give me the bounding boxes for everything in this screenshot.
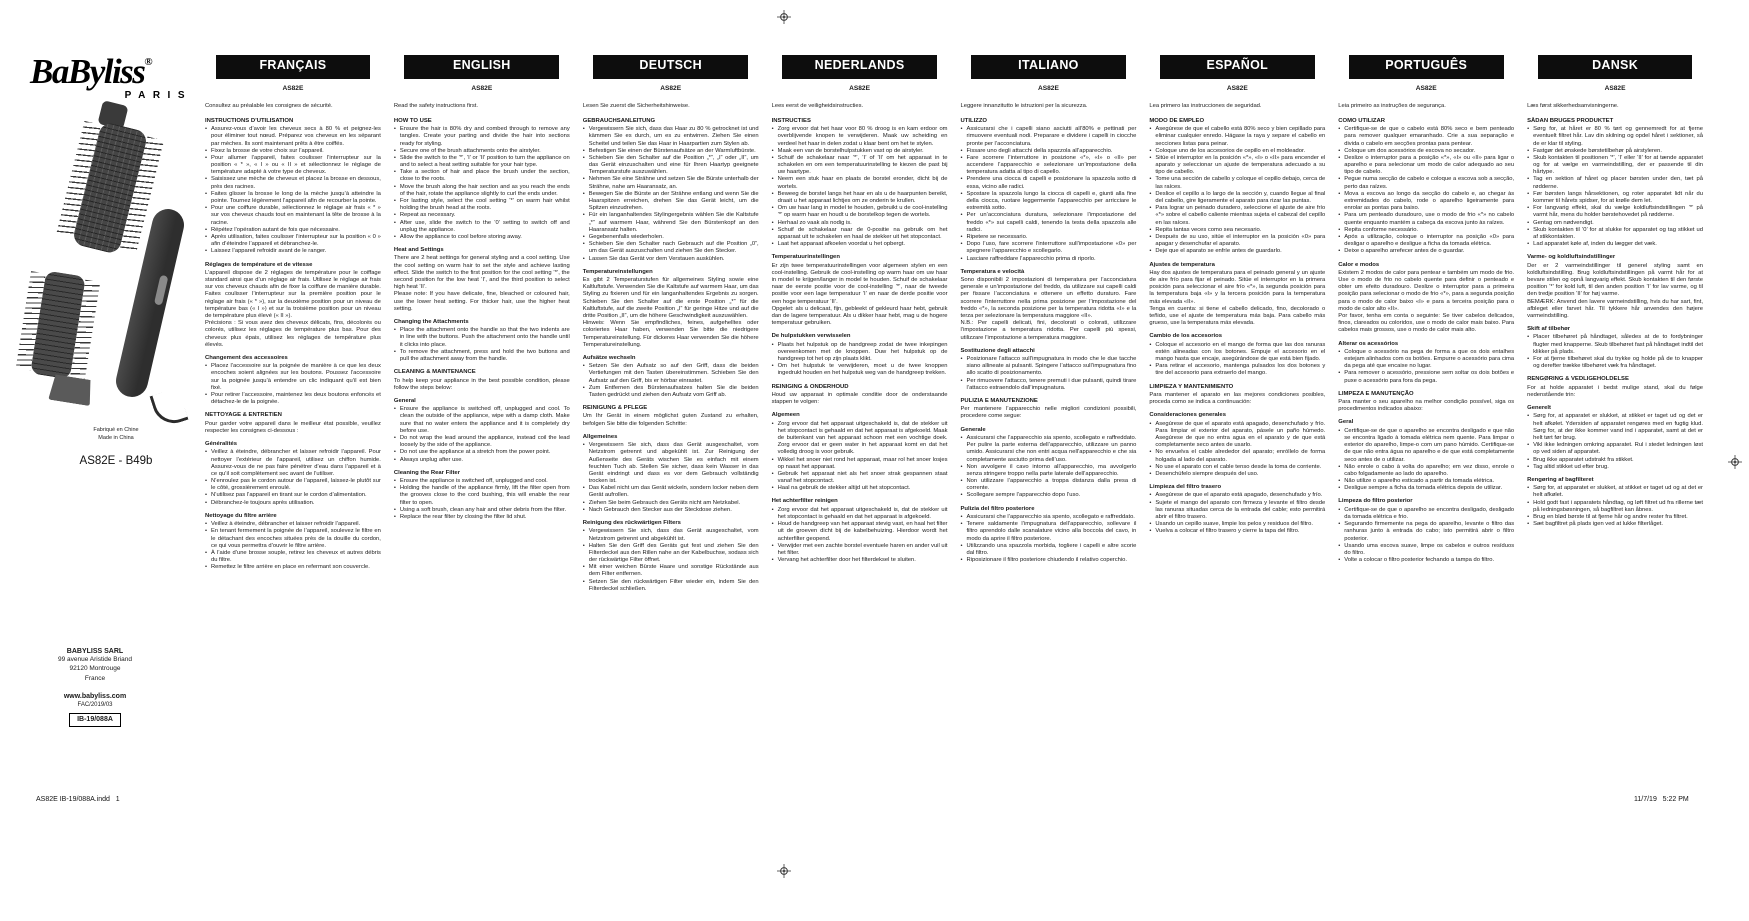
body-paragraph: For at holde apparatet i bedst mulige stand, skal du følge nedenstående trin: — [1527, 384, 1703, 398]
bullet-item: • Volte a colocar o filtro posterior fechando a tampa do filtro. — [1338, 557, 1514, 564]
bullet-item: • Dopo l’uso, fare scorrere l’interruttore sull’impostazione «0» per spegnere l’apparecchio e scollegarlo. — [961, 241, 1137, 255]
lead-text: Consultez au préalable les consignes de sécurité. — [205, 102, 333, 109]
bullet-item: • Desligue sempre a ficha da tomada elétrica depois de utilizar. — [1338, 485, 1514, 492]
section-heading: Skift af tilbehør — [1527, 326, 1570, 333]
bullet-item: • No envuelva el cable alrededor del aparato; enróllelo de forma holgada al lado del aparato. — [1149, 449, 1325, 463]
bullet-item: • Das Kabel nicht um das Gerät wickeln, sondern locker neben dem Gerät aufrollen. — [583, 485, 759, 499]
bullet-item: • Skub kontakten til ‘0’ for at slukke for apparatet og tag stikket ud af stikkontakten. — [1527, 227, 1703, 241]
language-header-bar: ESPAÑOL — [1160, 55, 1315, 79]
bullet-item: • Veillez à éteindre, débrancher et laisser refroidir l’appareil. — [205, 521, 381, 528]
bullet-item: • Não enrole o cabo à volta do aparelho; em vez disso, enrole o cabo folgadamente ao lado do aparelho. — [1338, 464, 1514, 478]
bullet-item: • Coloque uno de los accesorios de cepillo en el moldeador. — [1149, 148, 1325, 155]
bullet-item: • Sørg for, at apparatet er slukket, at stikket er taget ud og det er helt afkølet. Ydersiden af apparatet rengøres med en fugtig klud. Sørg for, at der ikke kommer vand ind i apparatet, samt at det er helt tørt før brug. — [1527, 413, 1703, 442]
section-heading: Het achterfilter reinigen — [771, 498, 838, 505]
section-heading: UTILIZZO — [960, 117, 988, 124]
bullet-item: • Placez l’accessoire sur la poignée de manière à ce que les deux encoches soient alignées sur les boutons. Poussez l’accessoire sur la poignée jusqu’à entendre un clic indiquant qu’il est bien fixé. — [205, 363, 381, 392]
section-heading: Pulizia del filtro posteriore — [960, 505, 1035, 512]
slug-timestamp: 11/7/19 5:22 PM — [1634, 796, 1689, 803]
bullet-item: • N’enroulez pas le cordon autour de l’appareil, laissez-le plutôt sur le côté, grossièrement enroulé. — [205, 478, 381, 492]
lead-text: Læs først sikkerhedsanvisningerne. — [1527, 102, 1619, 109]
bullet-item: • Zorg ervoor dat het apparaat uitgeschakeld is, dat de stekker uit het stopcontact is gehaald en dat het apparaat is afgekoeld. — [772, 507, 948, 521]
section-heading: INSTRUCTIES — [771, 117, 811, 124]
bullet-item: • Ziehen Sie beim Gebrauch des Geräts nicht am Netzkabel. — [583, 500, 759, 507]
bullet-item: • Asegúrese de que el cabello está 80% seco y bien cepillado para eliminar cualquier enredo. Hágase la raya y separe el cabello en secciones listas para peinar. — [1149, 126, 1325, 148]
section-heading: Rengøring af bagfilteret — [1527, 476, 1594, 483]
lead-text: Lesen Sie zuerst die Sicherheitshinweise. — [582, 102, 690, 109]
bullet-item: • À l’aide d’une brosse souple, retirez les cheveux et autres débris du filtre. — [205, 550, 381, 564]
section-heading: Alterar os acessórios — [1338, 340, 1399, 347]
bullet-item: • Usando uma escova suave, limpe os cabelos e outros resíduos do filtro. — [1338, 543, 1514, 557]
section-heading: CLEANING & MAINTENANCE — [393, 369, 476, 376]
model-number: AS82E — [1226, 84, 1248, 92]
section-heading: INSTRUCTIONS D’UTILISATION — [205, 117, 294, 124]
bullet-item: • Fastgør det ønskede børstetilbehør på airstyleren. — [1527, 148, 1703, 155]
bullet-item: • Houd de handgreep van het apparaat stevig vast, en haal het filter uit de groeven dicht bij de kabelbehuizing. Hierdoor wordt het achterfilter geopend. — [772, 521, 948, 543]
section-heading: Algemeen — [771, 412, 800, 419]
slug-filename: AS82E IB-19/088A.indd 1 — [36, 796, 120, 803]
bullet-item: • Nehmen Sie eine Strähne und setzen Sie die Bürste unterhalb der Strähne, nahe am Haaransatz, an. — [583, 176, 759, 190]
registration-mark-right-icon — [1728, 455, 1742, 469]
section-heading: General — [393, 397, 416, 404]
bullet-item: • Deslice el cepillo a lo largo de la sección y, cuando llegue al final del cabello, gire ligeramente el aparato para rizar las puntas. — [1149, 191, 1325, 205]
bullet-item: • Für ein langanhaltendes Stylingergebnis wählen Sie die Kaltstufe „*“ auf warmem Haar, während Sie den Bürstenkopf an den Haaransatz halten. — [583, 212, 759, 234]
bullet-item: • Pour une coiffure durable, sélectionnez le réglage air frais « * » sur vos cheveux chauds tout en maintenant la tête de brosse à la racine. — [205, 205, 381, 227]
bullet-item: • Vergewissern Sie sich, dass das Haar zu 80 % getrocknet ist und kämmen Sie es durch, um es zu entwirren. Ziehen Sie einen Scheitel und teilen Sie das Haar in Haarpartien zum Stylen ab. — [583, 126, 759, 148]
bullet-item: • For lasting style, select the cool setting ‘*’ on warm hair whilst holding the brush head at the roots. — [394, 198, 570, 212]
language-header-bar: NEDERLANDS — [782, 55, 937, 79]
bullet-item: • Assurez-vous d’avoir les cheveux secs à 80 % et peignez-les pour éliminer tout nœud. Préparez vos cheveux en les séparant par mèches. Ils sont maintenant prêts à être coiffés. — [205, 126, 381, 148]
bullet-item: • Halten Sie den Griff des Geräts gut fest und ziehen Sie den Filterdeckel aus den Rillen nahe an der Kabelbuchse, sodass sich der rückwärtige Filter öffnet. — [583, 543, 759, 565]
made-in-lines — [30, 426, 202, 443]
language-column — [1149, 55, 1325, 536]
language-column — [394, 55, 570, 521]
bullet-item: • Tenere saldamente l’impugnatura dell’apparecchio, sollevare il filtro aprendolo dalle scanalature vicino alla boccola del cavo, in modo da aprire il filtro posteriore. — [961, 521, 1137, 543]
bullet-item: • Para remover o acessório, pressione sem soltar os dois botões e puxe o acessório para fora da pega. — [1338, 370, 1514, 384]
bullet-item: • Zorg ervoor dat het haar voor 80 % droog is en kam erdoor om overblijvende knopen te verwijderen. Maak uw scheiding en verdeel het haar in delen zodat u klaar bent om het te stylen. — [772, 126, 948, 148]
bullet-item: • Secure one of the brush attachments onto the airstyler. — [394, 148, 570, 155]
section-heading: NETTOYAGE & ENTRETIEN — [205, 412, 282, 419]
bullet-item: • Placer tilbehøret på håndtaget, således at de to fordybninger flugter med knapperne. Skub tilbehøret fast på håndtaget indtil det klikker på plads. — [1527, 334, 1703, 356]
bullet-item: • Después de su uso, sitúe el interruptor en la posición «0» para apagar y desenchufar el aparato. — [1149, 234, 1325, 248]
bullet-item: • Før børsten langs hårsektionen, og roter apparatet lidt når du kommer til hårets spidser, for at krølle dem let. — [1527, 191, 1703, 205]
body-paragraph: Pour garder votre appareil dans le meilleur état possible, veuillez respecter les consignes ci-dessous : — [205, 420, 381, 434]
body-paragraph: Tenga en cuenta: si tiene el cabello delicado, fino, decolorado o teñido, use el ajuste de temperatura más baja. Para cabello más grueso, use la temperatura más elevada. — [1149, 305, 1326, 327]
bullet-item: • Ensure the appliance is switched off, unplugged and cool. To clean the outside of the appliance, wipe with a damp cloth. Make sure that no water enters the appliance and it is completely dry before use. — [394, 406, 570, 435]
section-heading: Generale — [960, 426, 986, 433]
bullet-item: • Após a utilização, coloque o interruptor na posição «0» para desligar o aparelho e desligue a ficha da tomada elétrica. — [1338, 234, 1514, 248]
model-number: AS82E — [471, 84, 493, 92]
bullet-item: • Laat het apparaat afkoelen voordat u het opbergt. — [772, 241, 948, 248]
address-line: 92120 Montrouge — [69, 665, 121, 673]
bullet-item: • For at fjerne tilbehøret skal du trykke og holde på de to knapper og derefter trække tilbehøret væk fra håndtaget. — [1527, 356, 1703, 370]
body-paragraph: Per mantenere l’apparecchio nelle migliori condizioni possibili, procedere come segue: — [960, 406, 1137, 420]
bullet-item: • Schuif de schakelaar naar de 0-positie na gebruik om het apparaat uit te schakelen en haal de stekker uit het stopcontact. — [772, 227, 948, 241]
section-heading: Nettoyage du filtre arrière — [205, 512, 277, 519]
bullet-item: • Neem een stuk haar en plaats de borstel eronder, dicht bij de wortels. — [772, 176, 948, 190]
brand-logo — [30, 52, 202, 92]
language-column — [772, 55, 948, 564]
section-heading: PULIZIA E MANUTENZIONE — [960, 397, 1038, 404]
body-paragraph: N.B.: Per capelli delicati, fini, decolorati o colorati, utilizzare l’impostazione a temperatura ridotta. Per capelli più spessi, utilizzare l’impostazione a temperatura maggiore. — [960, 320, 1137, 341]
body-paragraph: Opgelet: als u delicaat, fijn, gebleekt of gekleurd haar hebt, gebruik dan de lagere temperatuur. Als u dikker haar hebt, mag u de hogere temperatuur gebruiken. — [771, 305, 948, 327]
power-cord — [149, 387, 188, 429]
body-paragraph: There are 2 heat settings for general styling and a cool setting. Use the cool setting on warm hair to set the style and achieve lasting effect. Slide the switch to the first position for the cool setting ‘*’, the second position for the low heat ‘I’, and the third position to select high heat ‘II’. — [393, 255, 570, 291]
body-paragraph: Por favor, tenha em conta o seguinte: Se tiver cabelos delicados, finos, clareados ou coloridos, use o modo de calor mais baixo. Para cabelos mais grossos, use o modo de calor mais alto. — [1338, 312, 1515, 334]
bullet-item: • Vuelva a colocar el filtro trasero y cierre la tapa del filtro. — [1149, 528, 1325, 535]
bullet-item: • Certifique-se de que o aparelho se encontra desligado e que não se encontra ligado à tomada elétrica nem quente. Para limpar o exterior do aparelho, limpe-o com um pano húmido. Certifique-se de que não entra água no aparelho e de que está completamente seco antes de o utilizar. — [1338, 428, 1514, 464]
model-number: AS82E — [1604, 84, 1626, 92]
model-number: AS82E — [282, 84, 304, 92]
bullet-item: • Brug ikke apparatet udstrakt fra stikket. — [1527, 457, 1703, 464]
section-heading: Cleaning the Rear Filter — [393, 469, 460, 476]
brand-paris: PARIS — [124, 90, 192, 101]
language-header-bar: ITALIANO — [971, 55, 1126, 79]
bullet-item: • Deslize o interruptor para a posição «*», «I» ou «II» para ligar o aparelho e para selecionar um modo de calor adequado ao seu tipo de cabelo. — [1338, 155, 1514, 177]
bullet-item: • Schieben Sie den Schalter nach Gebrauch auf die Position „0“, um das Gerät auszuschalten und ziehen Sie den Stecker. — [583, 241, 759, 255]
bullet-item: • Sujete el mango del aparato con firmeza y levante el filtro desde las ranuras situadas cerca de la entrada del cable; esto permitirá abrir el filtro trasero. — [1149, 500, 1325, 522]
bullet-item: • Prendere una ciocca di capelli e posizionare la spazzola sotto di essa, vicino alle radici. — [961, 176, 1137, 190]
company-address — [20, 648, 170, 727]
language-column — [961, 55, 1137, 564]
language-column — [205, 55, 381, 571]
body-paragraph: Para mantener el aparato en las mejores condiciones posibles, proceda como se indica a continuación: — [1149, 391, 1326, 406]
section-heading: Temperatura e velocità — [960, 268, 1025, 275]
bullet-item: • Não utilize o aparelho esticado a partir da tomada elétrica. — [1338, 478, 1514, 485]
bullet-item: • Setzen Sie den Aufsatz so auf den Griff, dass die beiden Vertiefungen mit den Tasten übereinstimmen. Schieben Sie den Aufsatz auf den Griff, bis er hörbar einrastet. — [583, 363, 759, 385]
bullet-item: • Repeat as necessary. — [394, 212, 570, 219]
section-heading: Limpeza do filtro posterior — [1338, 498, 1413, 505]
body-paragraph: Para manter o seu aparelho na melhor condição possível, siga os procedimentos indicados abaixo: — [1338, 399, 1515, 413]
bullet-item: • Veillez à éteindre, débrancher et laisser refroidir l’appareil. Pour nettoyer l’extérieur de l’appareil, utilisez un chiffon humide. Assurez-vous de ne pas faire pénétrer d’eau dans l’appareil et à ce qu’il soit complètement sec avant de l’utiliser. — [205, 449, 381, 478]
bullet-item: • Tag altid stikket ud efter brug. — [1527, 464, 1703, 471]
bullet-item: • Place the attachment onto the handle so that the two indents are in line with the buttons. Push the attachment onto the handle until it clicks into place. — [394, 327, 570, 349]
body-paragraph: Sono disponibili 2 impostazioni di temperatura per l’acconciatura generale e un’impostazione del freddo, da utilizzare sui capelli caldi per fissare l’acconciatura e ottenere un effetto duraturo. Fare scorrere l’interruttore nella prima posizione per l’impostazione del freddo «*», la seconda posizione per la temperatura ridotta «I» e la terza per selezionare la temperatura maggiore «II». — [960, 277, 1137, 319]
bullet-item: • Zorg ervoor dat het apparaat uitgeschakeld is, dat de stekker uit het stopcontact is gehaald en dat het apparaat is afgekoeld. Maak de buitenkant van het apparaat schoon met een vochtige doek. Zorg ervoor dat er geen water in het apparaat komt en dat het volledig droog is voor gebruik. — [772, 421, 948, 457]
body-paragraph: Er zijn twee temperatuurinstellingen voor algemeen stylen en een cool-instelling. Gebruik de cool-instelling op warm haar om uw haar in model te krijgen/langer in model te houden. Schuif de schakelaar naar de eerste positie voor de cool-instelling ‘*’, naar de tweede positie voor een lage temperatuur ‘I’ en naar de derde positie voor een hoge temperatuur ‘II’. — [771, 262, 948, 305]
bullet-item: • For langvarig effekt, skal du vælge koldluftsindstillingen ‘*’ på varmt hår, mens du holder børstehovedet på rødderne. — [1527, 205, 1703, 219]
bullet-item: • Plaats het hulpstuk op de handgreep zodat de twee inkepingen overeenkomen met de knoppen. Duw het hulpstuk op de handgreep tot het op zijn plaats klikt. — [772, 342, 948, 364]
bullet-item: • Scollegare sempre l’apparecchio dopo l’uso. — [961, 492, 1137, 499]
company-name: BABYLISS SARL — [66, 648, 124, 655]
language-header-bar: FRANÇAIS — [216, 55, 371, 79]
section-heading: Réglages de température et de vitesse — [205, 261, 313, 268]
section-heading: MODO DE EMPLEO — [1149, 117, 1205, 124]
fac-code: FAC/2019/03 — [77, 702, 113, 709]
language-column — [1338, 55, 1514, 564]
bullet-item: • Sørg for, at håret er 80 % tørt og gennemredt for at fjerne eventuelt filtret hår. Lav din skilning og opdel håret i sektioner, så de er klar til styling. — [1527, 126, 1703, 148]
bullet-item: • Sørg for, at apparatet er slukket, at stikket er taget ud og at det er helt afkølet. — [1527, 485, 1703, 499]
bullet-item: • Repita tantas veces como sea necesario. — [1149, 227, 1325, 234]
registration-mark-bottom-icon — [777, 864, 791, 878]
section-heading: Consideraciones generales — [1149, 412, 1226, 419]
brand-name: BaByliss — [30, 52, 145, 91]
section-heading: Generelt — [1527, 405, 1552, 412]
bullet-item: • Vergewissern Sie sich, dass das Gerät ausgeschaltet, vom Netzstrom getrennt und abgekühlt ist. Zur Reinigung der Außenseite des Geräts wischen Sie es einfach mit einem feuchten Tuch ab. Stellen Sie sicher, dass kein Wasser in das Gerät eindringt und dass es vor dem Gebrauch vollständig trocken ist. — [583, 442, 759, 485]
lead-text: Read the safety instructions first. — [393, 102, 478, 109]
section-heading: Temperatureinstellungen — [582, 268, 653, 275]
bullet-item: • Vervang het achterfilter door het filterdeksel te sluiten. — [772, 557, 948, 564]
section-heading: Temperatuurinstellingen — [771, 254, 840, 261]
bullet-item: • Para lograr un peinado duradero, seleccione el ajuste de aire frío «*» sobre el cabello caliente mientras sujeta el cabezal del cepillo en las raíces. — [1149, 205, 1325, 227]
brush-attachment-collar — [48, 374, 94, 406]
bullet-item: • Spostare la spazzola lungo la ciocca di capelli e, giunti alla fine della ciocca, ruotare leggermente l’apparecchio per arricciare le estremità sotto. — [961, 191, 1137, 213]
bullet-item: • Riposizionare il filtro posteriore chiudendo il relativo coperchio. — [961, 557, 1137, 564]
registration-mark-top-icon — [777, 10, 791, 24]
bullet-item: • En tenant fermement la poignée de l’appareil, soulevez le filtre en le détachant des encoches situées près de la douille du cordon, ce qui vous permettra d’ouvrir le filtre arrière. — [205, 528, 381, 550]
bullet-item: • Repita conforme necessário. — [1338, 227, 1514, 234]
section-heading: Geral — [1338, 419, 1354, 426]
bullet-item: • Usando un cepillo suave, limpie los pelos y residuos del filtro. — [1149, 521, 1325, 528]
body-paragraph: To help keep your appliance in the best possible condition, please follow the steps below: — [393, 377, 570, 391]
bullet-item: • Deixe o aparelho arrefecer antes de o guardar. — [1338, 248, 1514, 255]
left-rail — [30, 52, 202, 467]
language-columns — [205, 55, 1703, 593]
language-header-bar: DANSK — [1538, 55, 1693, 79]
section-heading: LIMPEZA E MANUTENÇÃO — [1338, 390, 1414, 397]
bullet-item: • Zum Entfernen des Bürstenaufsatzes halten Sie die beiden Tasten gedrückt und ziehen den Aufsatz vom Griff ab. — [583, 385, 759, 399]
bullet-item: • Non utilizzare l’apparecchio a troppa distanza dalla presa di corrente. — [961, 478, 1137, 492]
body-paragraph: Houd uw apparaat in optimale conditie door de onderstaande stappen te volgen: — [771, 391, 948, 406]
bullet-item: • Skub kontakten til positionen ‘*’, ‘I’ eller ‘II’ for at tænde apparatet og for at vælge en varmeindstilling, der er passende til din hårtype. — [1527, 155, 1703, 177]
bullet-item: • Ripetere se necessario. — [961, 234, 1137, 241]
bullet-item: • Mova a escova ao longo da secção do cabelo e, ao chegar às extremidades do cabelo, rode o aparelho ligeiramente para enrolar as pontas para baixo. — [1338, 191, 1514, 213]
language-header-bar: DEUTSCH — [593, 55, 748, 79]
body-paragraph: Hinweis: Wenn Sie empfindliches, feines, aufgehelltes oder coloriertes Haar haben, verwenden Sie bitte die niedrigere Temperatureinstellung. Für dickeres Haar verwenden Sie die höhere Temperatureinstellung. — [582, 320, 759, 348]
bullet-item: • Per rimuovere l’attacco, tenere premuti i due pulsanti, quindi tirare l’attacco estraendolo dall’impugnatura. — [961, 378, 1137, 392]
bullet-item: • After use, slide the switch to the ‘0’ setting to switch off and unplug the appliance. — [394, 220, 570, 234]
section-heading: Limpieza del filtro trasero — [1149, 484, 1222, 491]
bullet-item: • Assicurarsi che i capelli siano asciutti all’80% e pettinati per rimuovere eventuali nodi. Preparare e dividere i capelli in ciocche pronte per l’acconciatura. — [961, 126, 1137, 148]
section-heading: Changing the Attachments — [393, 318, 469, 325]
product-model-caption: AS82E - B49b — [79, 454, 153, 467]
section-heading: Varme- og koldluftsindstillinger — [1527, 254, 1616, 261]
bullet-item: • Om het hulpstuk te verwijderen, moet u de twee knoppen ingedrukt houden en het hulpstuk weg van de handgreep trekken. — [772, 363, 948, 377]
bullet-item: • Pegue numa secção de cabelo e coloque a escova sob a secção, perto das raízes. — [1338, 176, 1514, 190]
lead-text: Lees eerst de veiligheidsinstructies. — [771, 102, 864, 109]
bullet-item: • Allow the appliance to cool before storing away. — [394, 234, 570, 241]
section-heading: HOW TO USE — [393, 117, 432, 124]
bullet-item: • Pour allumer l’appareil, faites coulisser l’interrupteur sur la position « * », « I » ou « II » et sélectionnez le réglage de température adapté à votre type de cheveux. — [205, 155, 381, 177]
bullet-item: • Vergewissern Sie sich, dass das Gerät ausgeschaltet, vom Netzstrom getrennt und abgekühlt ist. — [583, 528, 759, 542]
lead-text: Leia primeiro as instruções de segurança. — [1338, 102, 1446, 109]
bullet-item: • Gentag om nødvendigt. — [1527, 220, 1703, 227]
bullet-item: • Faites glisser la brosse le long de la mèche jusqu’à atteindre la pointe. Tournez légèrement l’appareil afin de recourber la pointe. — [205, 191, 381, 205]
bullet-item: • Certifique-se de que o cabelo está 80% seco e bem penteado para remover qualquer emaranhado. Crie a sua separação e divida o cabelo em secções prontas para pentear. — [1338, 126, 1514, 148]
bullet-item: • Asegúrese de que el aparato está apagado, desenchufado y frío. Para limpiar el exterior del aparato, pásele un paño húmedo. Asegúrese de que no entra agua en el aparato y de que está completamente seco antes de usarlo. — [1149, 421, 1325, 450]
body-paragraph: Existem 2 modos de calor para pentear e também um modo de frio. Use o modo de frio no cabelo quente para definir o penteado e obter um efeito duradouro. Deslize o interruptor para a primeira posição para selecionar o modo de frio «*», para a segunda posição para o modo de calor baixo «I» e para a terceira posição para o modo de calor alto «II». — [1338, 269, 1515, 312]
address-line: France — [84, 674, 106, 682]
bullet-item: • Wikkel het snoer niet rond het apparaat, maar rol het snoer losjes op naast het apparaat. — [772, 457, 948, 471]
body-paragraph: Um Ihr Gerät in einem möglichst guten Zustand zu erhalten, befolgen Sie bitte die folgenden Schritte: — [582, 413, 759, 427]
bullet-item: • Desenchúfelo siempre después del uso. — [1149, 471, 1325, 478]
language-header-bar: ENGLISH — [404, 55, 559, 79]
bullet-item: • No use el aparato con el cable tenso desde la toma de corriente. — [1149, 464, 1325, 471]
language-column — [1527, 55, 1703, 528]
bullet-item: • Remettez le filtre arrière en place en refermant son couvercle. — [205, 564, 381, 571]
brush-attachment-small — [30, 271, 86, 380]
address-line: 99 avenue Aristide Briand — [57, 656, 133, 663]
bullet-item: • Segurando firmemente na pega do aparelho, levante o filtro das ranhuras junto à entrada do cabo; isto permitirá abrir o filtro posterior. — [1338, 521, 1514, 543]
ib-code-box: IB-19/088A — [69, 713, 121, 727]
lead-text: Lea primero las instrucciones de seguridad. — [1149, 102, 1262, 109]
section-heading: LIMPIEZA Y MANTENIMIENTO — [1149, 383, 1234, 390]
bullet-item: • Para um penteado duradouro, use o modo de frio «*» no cabelo quente enquanto mantém a cabeça da escova junto às raízes. — [1338, 212, 1514, 226]
bullet-item: • Répétez l’opération autant de fois que nécessaire. — [205, 227, 381, 234]
body-paragraph: Please note: If you have delicate, fine, bleached or coloured hair, use the lower heat setting. For thicker hair, use the higher heat setting. — [393, 291, 570, 312]
bullet-item: • Nach Gebrauch den Stecker aus der Steckdose ziehen. — [583, 507, 759, 514]
bullet-item: • Move the brush along the hair section and as you reach the ends of the hair, rotate the appliance slightly to curl the ends under. — [394, 184, 570, 198]
bullet-item: • Fixez la brosse de votre choix sur l’appareil. — [205, 148, 381, 155]
bullet-item: • Laissez l’appareil refroidir avant de le ranger. — [205, 248, 381, 255]
bullet-item: • Lad apparatet køle af, inden du lægger det væk. — [1527, 241, 1703, 248]
bullet-item: • Schuif de schakelaar naar ‘*’, ‘I’ of ‘II’ om het apparaat in te schakelen en om een temperatuurinstelling te kiezen die past bij uw haartype. — [772, 155, 948, 177]
bullet-item: • Do not wrap the lead around the appliance, instead coil the lead loosely by the side of the appliance. — [394, 435, 570, 449]
bullet-item: • Hold godt fast i apparatets håndtag, og løft filtret ud fra rillerne tæt på ledningsbøsningen, så bagfiltret kan åbnes. — [1527, 500, 1703, 514]
website-text: www.babyliss.com — [63, 693, 127, 701]
body-paragraph: Précisions : Si vous avez des cheveux délicats, fins, décolorés ou colorés, utilisez les réglages de température plus bas. Pour des cheveux plus épais, utilisez les réglages de température plus élevés. — [205, 320, 381, 348]
bullet-item: • Saisissez une mèche de cheveux et placez la brosse en dessous, près des racines. — [205, 176, 381, 190]
bullet-item: • Ensure the appliance is switched off, unplugged and cool. — [394, 478, 570, 485]
bullet-item: • Replace the rear filter by closing the filter lid shut. — [394, 514, 570, 521]
bullet-item: • Non avvolgere il cavo intorno all’apparecchio, ma avvolgerlo senza stringere troppo nella parte laterale dell’apparecchio. — [961, 464, 1137, 478]
bullet-item: • Lassen Sie das Gerät vor dem Verstauen auskühlen. — [583, 256, 759, 263]
brush-attachment-large — [71, 121, 148, 255]
body-paragraph: Der er 2 varmeindstillinger til generel styling samt en koldluftsindstilling. Brug koldluftsindstillingen på varmt hår for at bevare stilen og opnå langvarig effekt. Skub kontakten til den første position ‘*’ for kold luft, til den anden position ‘I’ for lav varme, og til den tredje position ‘II’ for høj varme. — [1527, 262, 1703, 298]
bullet-item: • Om uw haar lang in model te houden, gebruikt u de cool-instelling ‘*’ op warm haar en houdt u de borstelkop tegen de wortels. — [772, 205, 948, 219]
bullet-item: • Slide the switch to the ‘*’, ‘I’ or ‘II’ position to turn the appliance on and to select a heat setting suitable for your hair type. — [394, 155, 570, 169]
made-in-line-en: Made in China — [98, 435, 134, 442]
section-heading: REINIGUNG & PFLEGE — [582, 405, 648, 412]
section-heading: Ajustes de temperatura — [1149, 261, 1215, 268]
body-paragraph: L’appareil dispose de 2 réglages de température pour le coiffage standard ainsi que d’un réglage air frais. Utilisez le réglage air frais sur vos cheveux chauds afin de fixer la coiffure de manière durable. Faites coulisser l’interrupteur sur la première position pour le réglage air frais (« * »), sur la deuxième position pour un niveau de température bas (« I ») et sur la troisième position pour un niveau de température plus élevé (« II »). — [205, 269, 381, 319]
bullet-item: • Befestigen Sie einen der Bürstenaufsätze an der Warmluftbürste. — [583, 148, 759, 155]
section-heading: GEBRAUCHSANLEITUNG — [582, 117, 656, 124]
bullet-item: • Sitúe el interruptor en la posición «*», «I» o «II» para encender el aparato y seleccionar un ajuste de temperatura adecuado a su tipo de cabello. — [1149, 155, 1325, 177]
bullet-item: • Débranchez-le toujours après utilisation. — [205, 500, 381, 507]
bullet-item: • Gegebenenfalls wiederholen. — [583, 234, 759, 241]
bullet-item: • Coloque o acessório na pega de forma a que os dois entalhes estejam alinhados com os botões. Empurre o acessório para cima da pega até que encaixe no lugar. — [1338, 349, 1514, 371]
bullet-item: • Pour retirer l’accessoire, maintenez les deux boutons enfoncés et détachez-le de la poignée. — [205, 392, 381, 406]
bullet-item: • Always unplug after use. — [394, 457, 570, 464]
bullet-item: • Fare scorrere l’interruttore in posizione «*», «I» o «II» per accendere l’apparecchio e selezionare un’impostazione della temperatura adatta al tipo di capello. — [961, 155, 1137, 177]
bullet-item: • Using a soft brush, clean any hair and other debris from the filter. — [394, 507, 570, 514]
section-heading: Changement des accessoires — [205, 354, 288, 361]
bullet-item: • Assicurarsi che l’apparecchio sia spento, scollegato e raffreddato. Per pulire la parte esterna dell’apparecchio, utilizzare un panno umido. Assicurarsi che non entri acqua nell’apparecchio e che sia completamente asciutto prima dell’uso. — [961, 435, 1137, 464]
bullet-item: • Schieben Sie den Schalter auf die Position „*“, „I“ oder „II“, um das Gerät einzuschalten und eine für Ihren Haartyp geeignete Temperaturstufe auszuwählen. — [583, 155, 759, 177]
bullet-item: • Tome una sección de cabello y coloque el cepillo debajo, cerca de las raíces. — [1149, 176, 1325, 190]
bullet-item: • Brug en blød børste til at fjerne hår og andre rester fra filtret. — [1527, 514, 1703, 521]
model-number: AS82E — [1037, 84, 1059, 92]
bullet-item: • Take a section of hair and place the brush under the section, close to the roots. — [394, 169, 570, 183]
bullet-item: • Lasciare raffreddare l’apparecchio prima di riporlo. — [961, 256, 1137, 263]
bullet-item: • Beweeg de borstel langs het haar en als u de haarpunten bereikt, draait u het apparaat lichtjes om ze onderin te krullen. — [772, 191, 948, 205]
bullet-item: • Gebruik het apparaat niet als het snoer strak gespannen staat vanaf het stopcontact. — [772, 471, 948, 485]
body-paragraph: BEMÆRK: Anvend den lavere varmeindstilling, hvis du har sart, fint, afbleget eller farvet hår. Til tykkere hår anvendes den højere varmeindstilling. — [1527, 298, 1703, 319]
section-heading: Sostituzione degli attacchi — [960, 347, 1035, 354]
bullet-item: • Deje que el aparato se enfríe antes de guardarlo. — [1149, 248, 1325, 255]
bullet-item: • Assicurarsi che l’apparecchio sia spento, scollegato e raffreddato. — [961, 514, 1137, 521]
lead-text: Leggere innanzitutto le istruzioni per la sicurezza. — [960, 102, 1088, 109]
made-in-line-fr: Fabriqué en Chine — [93, 427, 139, 433]
section-heading: Reinigung des rückwärtigen Filters — [582, 520, 681, 527]
bullet-item: • Maak een van de borstelhulpstukken vast op de airstyler. — [772, 148, 948, 155]
section-heading: RENGØRING & VEDLIGEHOLDELSE — [1527, 376, 1629, 383]
bullet-item: • Per un’acconciatura duratura, selezionare l’impostazione del freddo «*» sui capelli caldi, tenendo la testa della spazzola alle radici. — [961, 212, 1137, 234]
bullet-item: • Do not use the appliance at a stretch from the power point. — [394, 449, 570, 456]
section-heading: Calor e modos — [1338, 261, 1380, 268]
bullet-item: • Haal na gebruik de stekker altijd uit het stopcontact. — [772, 485, 948, 492]
bullet-item: • Coloque um dos acessórios de escova no secador. — [1338, 148, 1514, 155]
bullet-item: • Holding the handle of the appliance firmly, lift the filter open from the grooves close to the cord bushing, this will enable the rear filter to open. — [394, 485, 570, 507]
bullet-item: • Coloque el accesorio en el mango de forma que las dos ranuras estén alineadas con los botones. Empuje el accesorio en el mango hasta que encaje, asegúrándose de que está bien fijado. — [1149, 342, 1325, 364]
section-heading: REINIGING & ONDERHOUD — [771, 383, 849, 390]
bullet-item: • Posizionare l’attacco sull’impugnatura in modo che le due tacche siano allineate ai pulsanti. Spingere l’attacco sull’impugnatura fino allo scatto di posizionamento. — [961, 356, 1137, 378]
model-number: AS82E — [849, 84, 871, 92]
section-heading: Allgemeines — [582, 433, 618, 440]
bullet-item: • To remove the attachment, press and hold the two buttons and pull the attachment away from the handle. — [394, 349, 570, 363]
bullet-item: • Bewegen Sie die Bürste an der Strähne entlang und wenn Sie die Haarspitzen erreichen, drehen Sie das Gerät leicht, um die Spitzen einzudrehen. — [583, 191, 759, 213]
bullet-item: • Asegúrese de que el aparato está apagado, desenchufado y frío. — [1149, 492, 1325, 499]
bullet-item: • Fissare uno degli attacchi della spazzola all’apparecchio. — [961, 148, 1137, 155]
bullet-item: • Vikl ikke ledningen omkring apparatet. Rul i stedet ledningen løst op ved siden af apparatet. — [1527, 442, 1703, 456]
registered-trademark-icon: ® — [144, 56, 153, 68]
model-number: AS82E — [660, 84, 682, 92]
bullet-item: • Sæt bagfiltret på plads igen ved at lukke filterlåget. — [1527, 521, 1703, 528]
section-heading: Aufsätze wechseln — [582, 354, 636, 361]
bullet-item: • Setzen Sie den rückwärtigen Filter wieder ein, indem Sie den Filterdeckel schließen. — [583, 579, 759, 593]
section-heading: De hulpstukken verwisselen — [771, 333, 851, 340]
bullet-item: • Utilizzando una spazzola morbida, togliere i capelli e altre scorie dal filtro. — [961, 543, 1137, 557]
bullet-item: • Après utilisation, faites coulisser l’interrupteur sur la position « 0 » afin d’éteindre l’appareil et débranchez-le. — [205, 234, 381, 248]
body-paragraph: Hay dos ajustes de temperatura para el peinado general y un ajuste de aire frío para fijar el peinado. Sitúe el interruptor en la primera posición para seleccionar el aire frío «*», la segunda posición para la temperatura baja «I» y la tercera posición para la temperatura más elevada «II». — [1149, 269, 1326, 305]
language-header-bar: PORTUGUÊS — [1349, 55, 1504, 79]
section-heading: Cambio de los accesorios — [1149, 333, 1223, 340]
bullet-item: • Mit einer weichen Bürste Haare und sonstige Rückstände aus dem Filter entfernen. — [583, 564, 759, 578]
bullet-item: • Ensure the hair is 80% dry and combed through to remove any tangles. Create your parting and divide the hair into sections ready for styling. — [394, 126, 570, 148]
bullet-item: • Verwijder met een zachte borstel eventuele haren en ander vuil uit het filter. — [772, 543, 948, 557]
body-paragraph: Es gibt 2 Temperaturstufen für allgemeines Styling sowie eine Kaltluftstufe. Verwenden Sie die Kaltstufe auf warmem Haar, um das Styling zu fixieren und für ein langanhaltendes Ergebnis zu sorgen. Schieben Sie den Schalter auf die erste Position „*“ für die Kaltluftstufe, auf die zweite Position „I“ für geringe Hitze und auf die dritte Position „II“, um die höhere Geschwindigkeit auszuwählen. — [582, 277, 759, 319]
bullet-item: • Herhaal zo vaak als nodig is. — [772, 220, 948, 227]
language-column — [583, 55, 759, 593]
bullet-item: • Para retirar el accesorio, mantenga pulsados los dos botones y tire del accesorio para extraerlo del mango. — [1149, 363, 1325, 377]
section-heading: Heat and Settings — [393, 247, 444, 254]
product-photo — [30, 115, 202, 420]
bullet-item: • N’utilisez pas l’appareil en tirant sur le cordon d’alimentation. — [205, 492, 381, 499]
section-heading: Généralités — [205, 441, 238, 448]
section-heading: COMO UTILIZAR — [1338, 117, 1386, 124]
bullet-item: • Tag en sektion af håret og placer børsten under den, tæt på rødderne. — [1527, 176, 1703, 190]
section-heading: SÅDAN BRUGES PRODUKTET — [1527, 117, 1614, 124]
bullet-item: • Certifique-se de que o aparelho se encontra desligado, desligado da tomada elétrica e frio. — [1338, 507, 1514, 521]
model-number: AS82E — [1415, 84, 1437, 92]
